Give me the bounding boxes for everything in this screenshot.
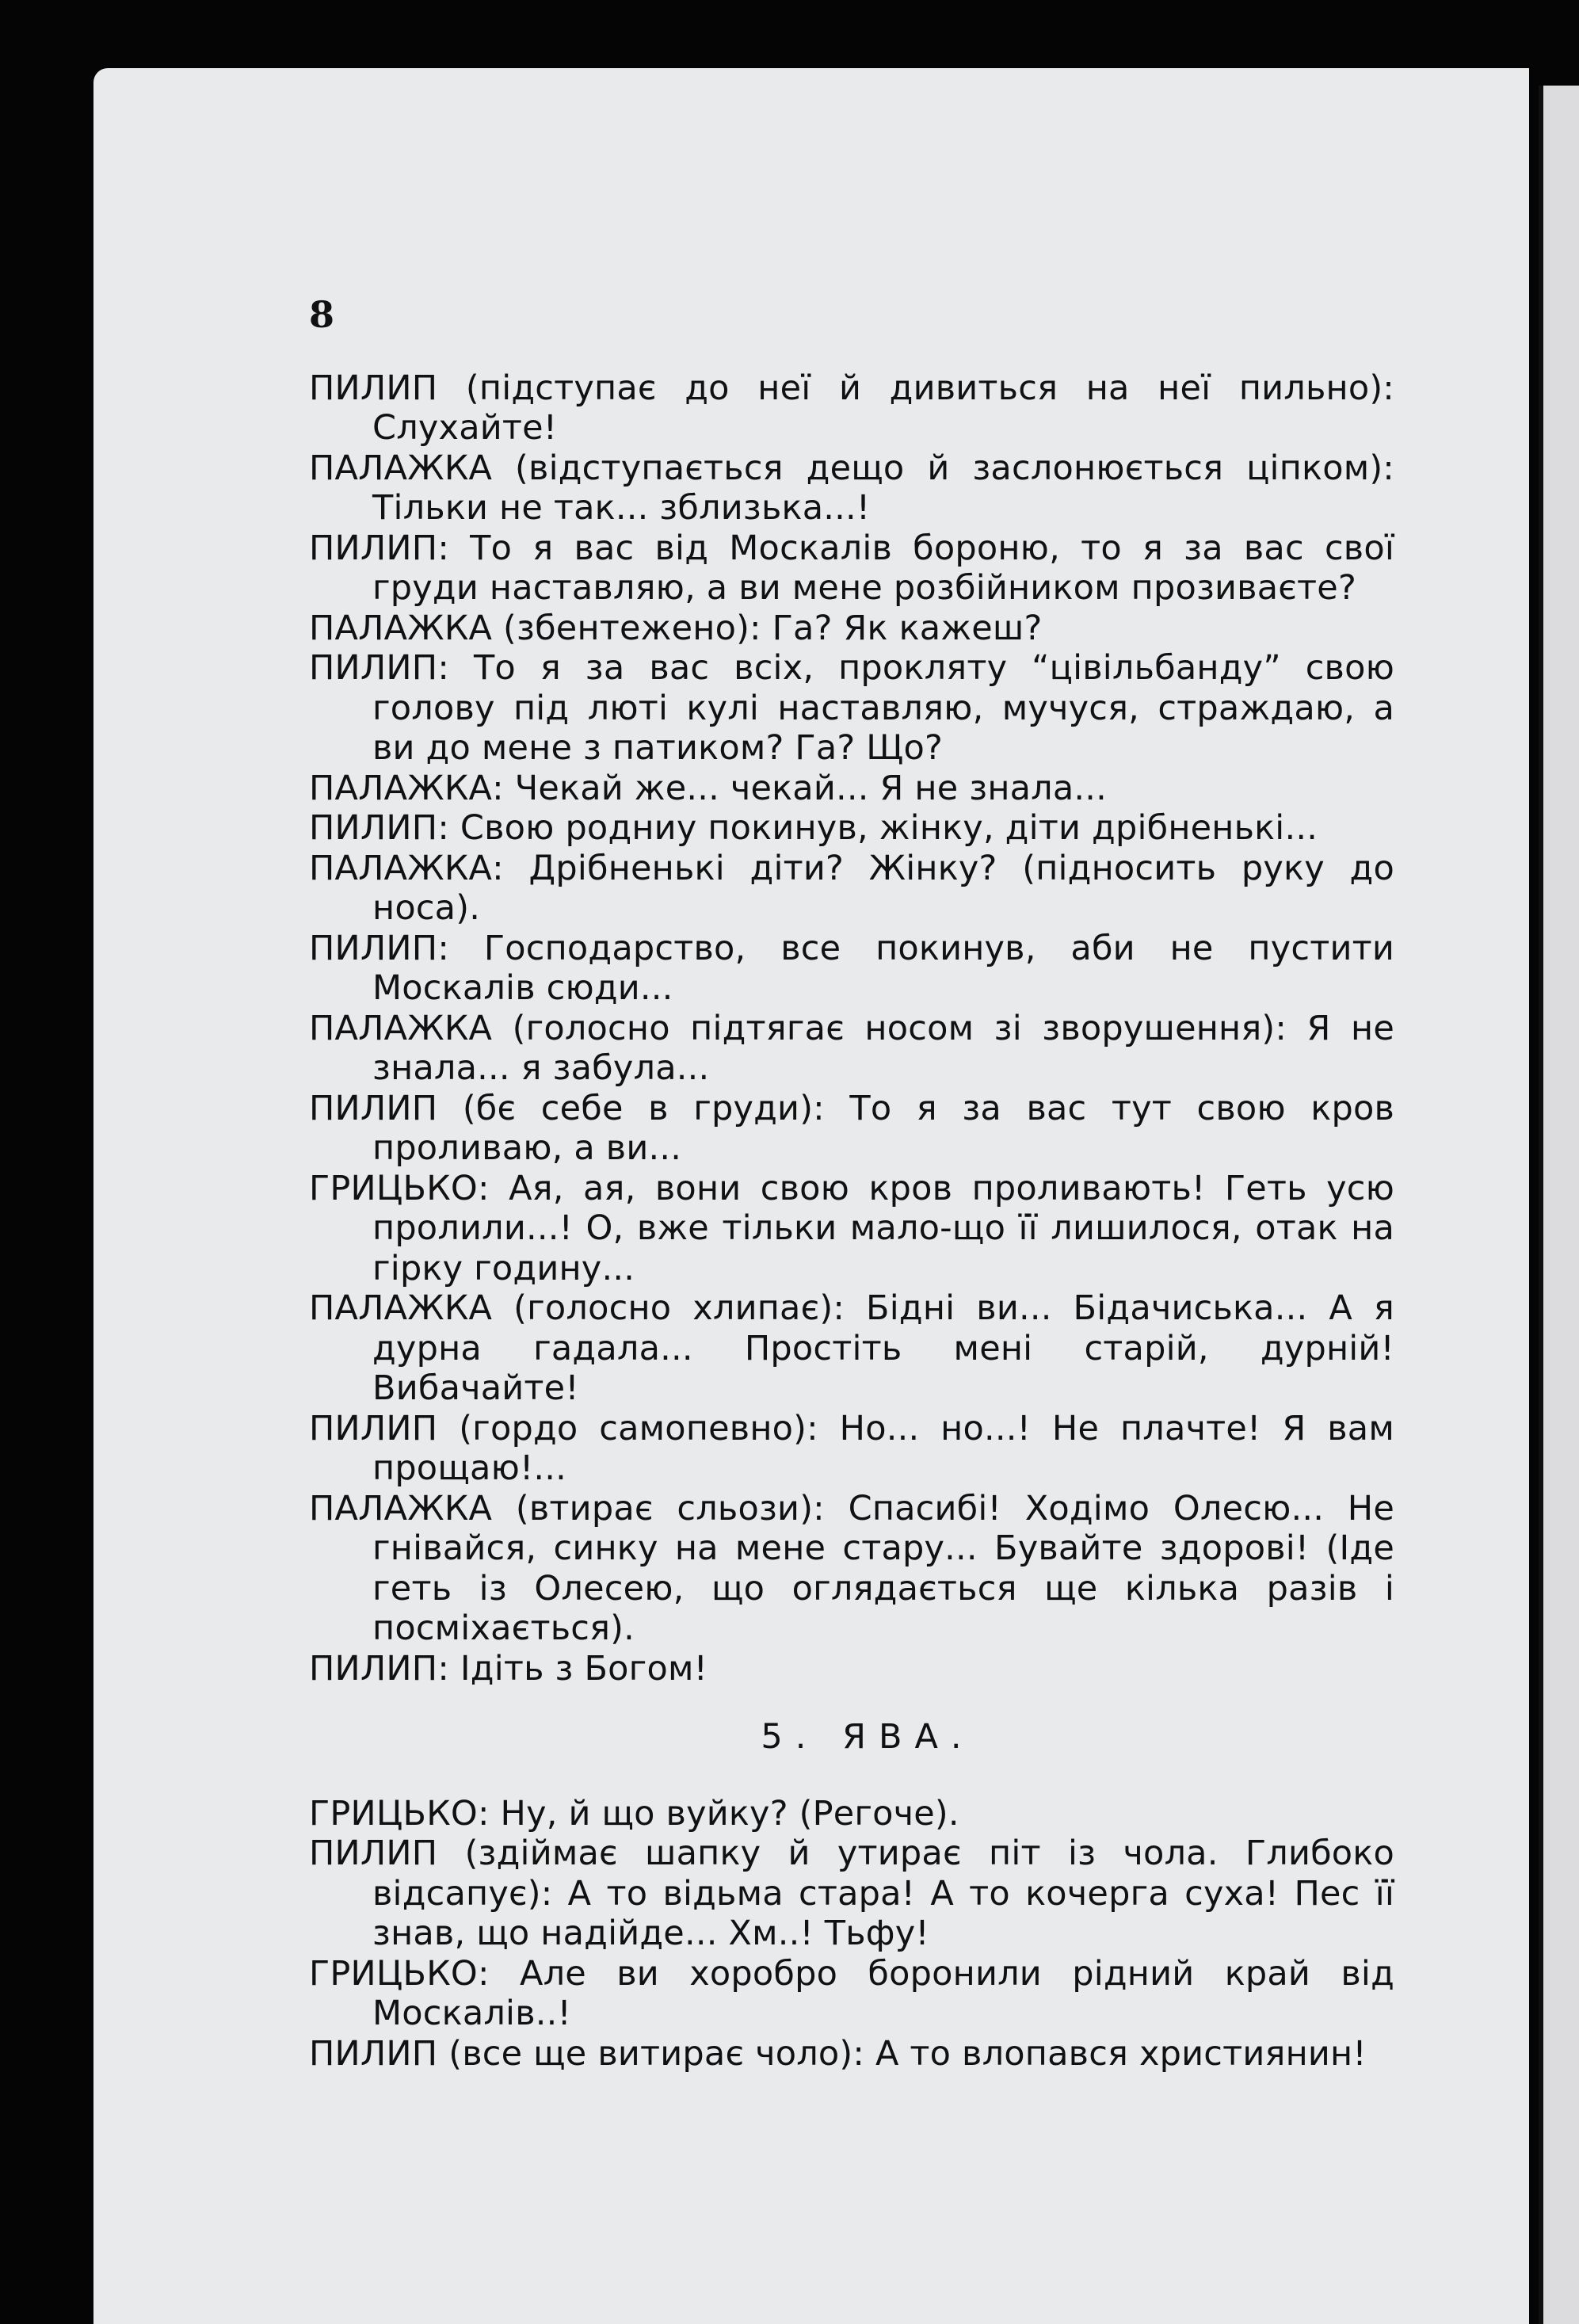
speech-text: : То я вас від Москалів бороню, то я за вас свої груди наставляю, а ви мене розбійником прозиваєте? xyxy=(372,528,1394,608)
speech-text: : Свою родниу покинув, жінку, діти дрібненькі... xyxy=(437,808,1318,848)
speech-text: : Ідіть з Богом! xyxy=(437,1648,708,1689)
speaker-name: ПАЛАЖКА xyxy=(309,1288,493,1328)
dialogue-line xyxy=(309,448,1394,529)
speech-text: : Чекай же... чекай... Я не знала... xyxy=(492,768,1108,808)
dialogue-line xyxy=(309,849,1394,929)
dialogue-line xyxy=(309,1834,1394,1954)
dialogue-line xyxy=(309,1409,1394,1489)
scene-heading: 5. ЯВА. xyxy=(761,1717,974,1757)
speech-text: : Ну, й що вуйку? (Регоче). xyxy=(477,1793,959,1834)
speech-text: (відступається дещо й заслонюється ціпком): Тільки не так... зблизька...! xyxy=(372,448,1394,528)
speech-text: (все ще витирає чоло): А то влопався християнин! xyxy=(437,2033,1367,2074)
dialogue-line xyxy=(309,1009,1394,1089)
speaker-name: ГРИЦЬКО xyxy=(309,1168,478,1208)
speech-text: : Дрібненькі діти? Жінку? (підносить руку до носа). xyxy=(372,848,1394,928)
speaker-name: ПАЛАЖКА xyxy=(309,608,493,648)
dialogue-line xyxy=(309,1489,1394,1649)
speech-text: : Господарство, все покинув, аби не пустити Москалів сюди... xyxy=(372,928,1394,1008)
dialogue-line xyxy=(309,1954,1394,2034)
speaker-name: ПИЛИП xyxy=(309,648,438,688)
page-text xyxy=(309,295,1394,2074)
speaker-name: ПИЛИП xyxy=(309,928,438,968)
speech-text: (гордо самопевно): Но... но...! Не плачте! Я вам прощаю!... xyxy=(372,1408,1394,1488)
speaker-name: ПИЛИП xyxy=(309,1408,438,1448)
speaker-name: ПИЛИП xyxy=(309,808,438,848)
speech-text: : Але ви хоробро боронили рідний край від Москалів..! xyxy=(372,1953,1394,2033)
speech-text: (здіймає шапку й утирає піт із чола. Глибоко відсапує): А то відьма стара! А то кочерга суха! Пес її знав, що надійде... Хм..! Тьфу! xyxy=(372,1834,1394,1953)
dialogue-line xyxy=(309,2034,1394,2074)
speaker-name: ПАЛАЖКА xyxy=(309,768,493,808)
speaker-name: ГРИЦЬКО xyxy=(309,1953,478,1994)
dialogue-line xyxy=(309,648,1394,769)
dialogue-line xyxy=(309,1288,1394,1409)
speech-text: (бє себе в груди): То я за вас тут свою кров проливаю, а ви... xyxy=(372,1088,1394,1168)
dialogue-line xyxy=(309,529,1394,609)
speaker-name: ПАЛАЖКА xyxy=(309,848,493,888)
next-page-edge xyxy=(1539,86,1579,2324)
dialogue-line xyxy=(309,368,1394,448)
dialogue-line xyxy=(309,929,1394,1009)
dialogue-line xyxy=(309,1794,1394,1834)
dialogue-line xyxy=(309,609,1394,649)
speaker-name: ГРИЦЬКО xyxy=(309,1793,478,1834)
page-number: 8 xyxy=(309,293,335,336)
dialogue-line xyxy=(309,1089,1394,1169)
speech-text: : То я за вас всіх, прокляту “цівільбанду” свою голову під люті кулі наставляю, мучуся, страждаю, а ви до мене з патиком? Га? Що? xyxy=(372,648,1394,768)
dialogue-line xyxy=(309,1649,1394,1689)
speaker-name: ПИЛИП xyxy=(309,528,438,568)
speaker-name: ПАЛАЖКА xyxy=(309,1008,493,1048)
speech-text: (голосно хлипає): Бідні ви... Бідачиська... А я дурна гадала... Простіть мені старій, дурній! Вибачайте! xyxy=(372,1288,1394,1408)
speaker-name: ПАЛАЖКА xyxy=(309,448,493,488)
speaker-name: ПИЛИП xyxy=(309,368,438,408)
speech-text: (втирає сльози): Спасибі! Ходімо Олесю... Не гнівайся, синку на мене стару... Бувайте здорові! (Іде геть із Олесею, що оглядається ще кілька разів і посміхається). xyxy=(372,1488,1394,1648)
speech-text: (підступає до неї й дивиться на неї пильно): Слухайте! xyxy=(372,368,1394,448)
speaker-name: ПИЛИП xyxy=(309,1834,438,1873)
dialogue-before-scene xyxy=(309,368,1394,1689)
dialogue-line xyxy=(309,769,1394,809)
speech-text: : Ая, ая, вони свою кров проливають! Геть усю пролили...! О, вже тільки мало-що її лишилося, отак на гірку годину... xyxy=(372,1168,1394,1288)
dialogue-line xyxy=(309,1169,1394,1289)
dialogue-line xyxy=(309,808,1394,849)
speaker-name: ПИЛИП xyxy=(309,2033,438,2074)
speaker-name: ПИЛИП xyxy=(309,1088,438,1128)
speaker-name: ПИЛИП xyxy=(309,1648,438,1689)
speaker-name: ПАЛАЖКА xyxy=(309,1488,493,1528)
speech-text: (голосно підтягає носом зі зворушення): Я не знала... я забула... xyxy=(372,1008,1394,1088)
dialogue-after-scene xyxy=(309,1794,1394,2074)
speech-text: (збентежено): Га? Як кажеш? xyxy=(492,608,1043,648)
